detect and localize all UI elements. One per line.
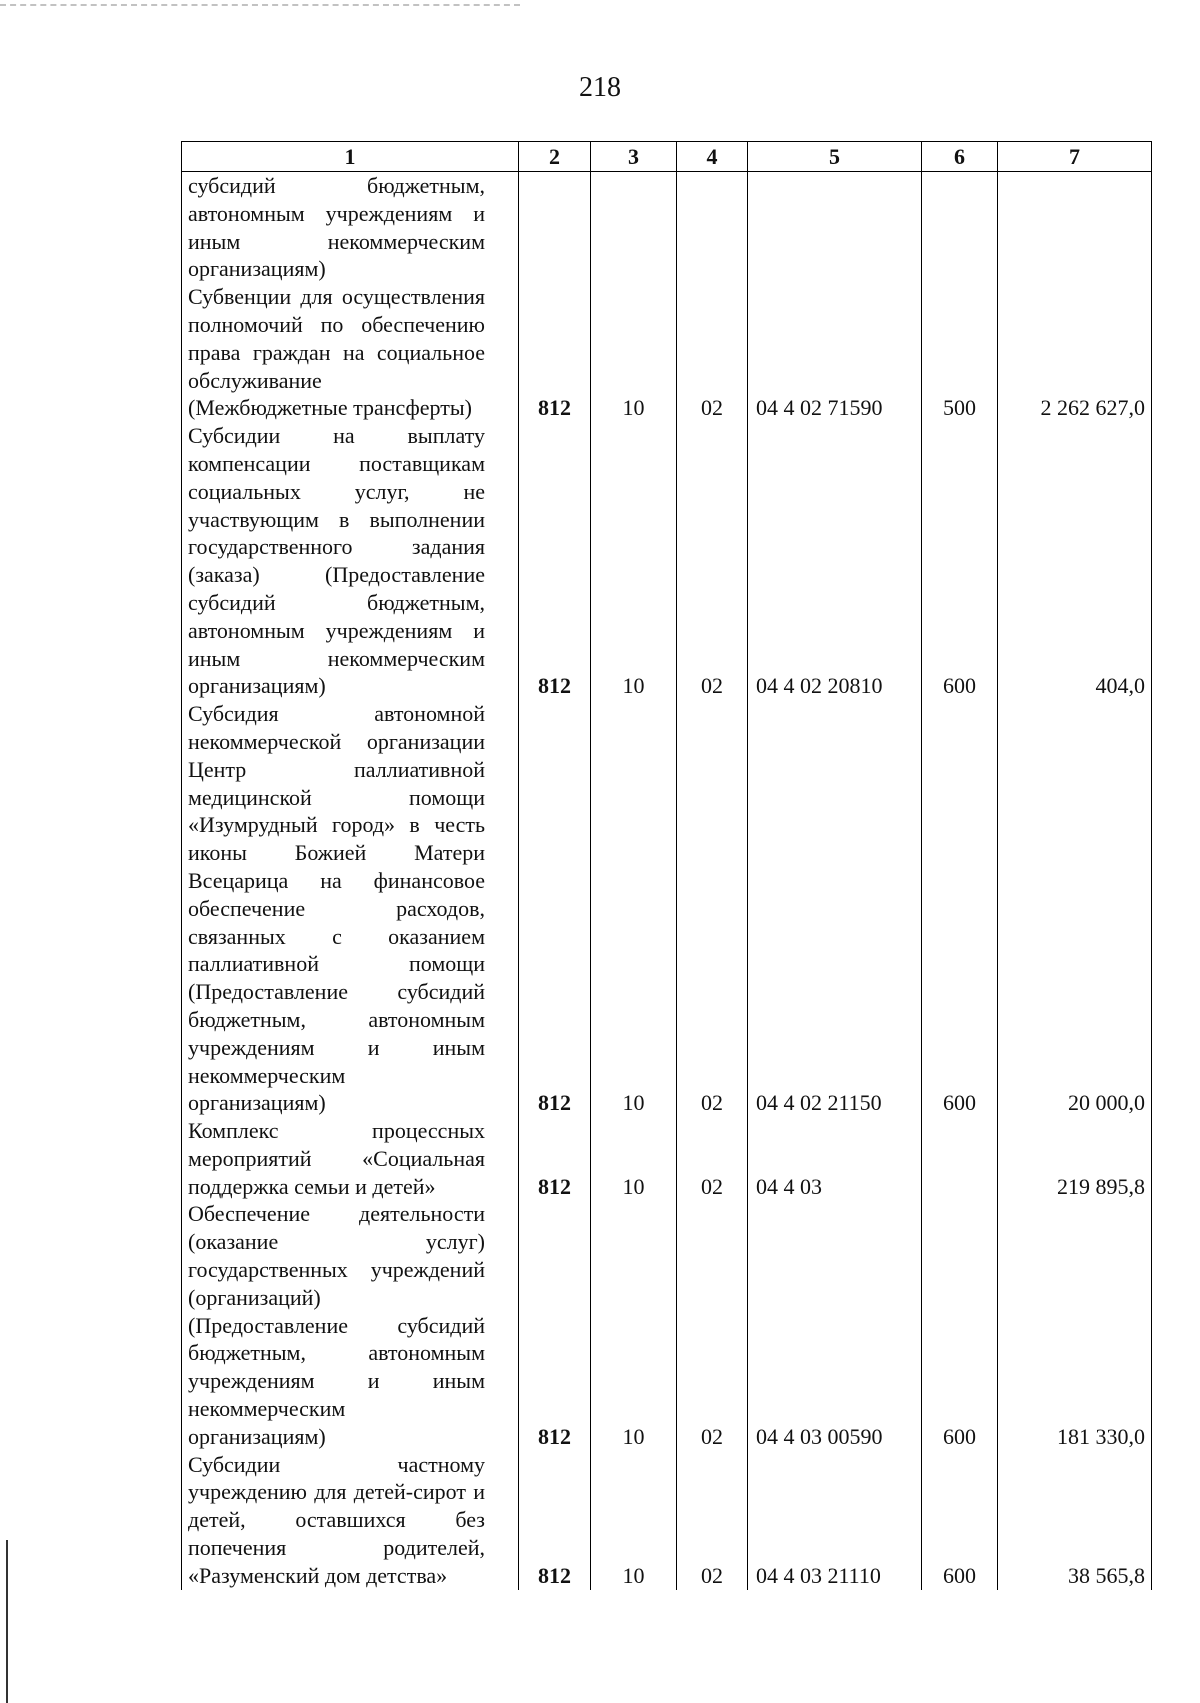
column-header: 1 xyxy=(182,142,519,172)
table-row xyxy=(182,283,1152,422)
vr-cell xyxy=(922,172,998,284)
column-header: 3 xyxy=(591,142,677,172)
scan-edge-line xyxy=(6,1540,8,1703)
vr-cell: 600 xyxy=(922,1200,998,1450)
item-name-cell xyxy=(182,172,519,284)
item-name-cell xyxy=(182,422,519,700)
csr-cell: 04 4 02 21150 xyxy=(748,700,922,1117)
rz-cell: 10 xyxy=(591,422,677,700)
table-row xyxy=(182,1200,1152,1450)
column-header: 5 xyxy=(748,142,922,172)
vr-cell: 500 xyxy=(922,283,998,422)
page-number: 218 xyxy=(579,72,621,103)
csr-cell: 04 4 03 xyxy=(748,1117,922,1200)
ved-cell: 812 xyxy=(519,283,591,422)
ved-cell xyxy=(519,172,591,284)
budget-table xyxy=(181,141,1152,1590)
table-row xyxy=(182,1117,1152,1200)
scan-edge-line xyxy=(0,4,520,6)
ved-cell: 812 xyxy=(519,422,591,700)
item-name-cell xyxy=(182,1200,519,1450)
table-row xyxy=(182,700,1152,1117)
column-header: 2 xyxy=(519,142,591,172)
pr-cell: 02 xyxy=(677,1117,748,1200)
pr-cell: 02 xyxy=(677,1200,748,1450)
item-name: Комплекс процессных мероприятий «Социальная поддержка семьи и детей» xyxy=(188,1118,485,1199)
rz-cell: 10 xyxy=(591,283,677,422)
item-name-cell xyxy=(182,283,519,422)
pr-cell: 02 xyxy=(677,283,748,422)
pr-cell: 02 xyxy=(677,422,748,700)
sum-cell: 2 262 627,0 xyxy=(998,283,1152,422)
vr-cell: 600 xyxy=(922,1451,998,1590)
ved-cell: 812 xyxy=(519,1451,591,1590)
column-header: 7 xyxy=(998,142,1152,172)
csr-cell: 04 4 03 21110 xyxy=(748,1451,922,1590)
vr-cell xyxy=(922,1117,998,1200)
rz-cell: 10 xyxy=(591,700,677,1117)
ved-cell: 812 xyxy=(519,1200,591,1450)
pr-cell xyxy=(677,172,748,284)
header-row xyxy=(182,142,1152,172)
item-name: Субсидии частному учреждению для детей-сирот и детей, оставшихся без попечения родителей, «Разуменский дом детства» xyxy=(188,1451,485,1588)
csr-cell xyxy=(748,172,922,284)
item-name-cell xyxy=(182,1451,519,1590)
item-name: Обеспечение деятельности (оказание услуг) государственных учреждений (организаций) (Предоставление субсидий бюджетным, автономным учреждениям и иным некоммерческим организациям) xyxy=(188,1201,485,1449)
item-name: Субсидии на выплату компенсации поставщикам социальных услуг, не участвующим в выполнении государственного задания (заказа) (Предоставление субсидий бюджетным, автономным учреждениям и иным некоммерческим организациям) xyxy=(188,423,485,699)
pr-cell: 02 xyxy=(677,1451,748,1590)
sum-cell: 181 330,0 xyxy=(998,1200,1152,1450)
item-name-cell xyxy=(182,1117,519,1200)
csr-cell: 04 4 03 00590 xyxy=(748,1200,922,1450)
column-header: 6 xyxy=(922,142,998,172)
item-name: субсидий бюджетным, автономным учреждениям и иным некоммерческим организациям) xyxy=(188,173,485,282)
vr-cell: 600 xyxy=(922,422,998,700)
sum-cell: 219 895,8 xyxy=(998,1117,1152,1200)
table-row xyxy=(182,1451,1152,1590)
item-name: Субсидия автономной некоммерческой организации Центр паллиативной медицинской помощи «Изумрудный город» в честь иконы Божией Матери Всецарица на финансовое обеспечение расходов, связанных с оказанием паллиативной помощи (Предоставление субсидий бюджетным, автономным учреждениям и иным некоммерческим организациям) xyxy=(188,701,485,1116)
rz-cell: 10 xyxy=(591,1117,677,1200)
vr-cell: 600 xyxy=(922,700,998,1117)
ved-cell: 812 xyxy=(519,700,591,1117)
rz-cell: 10 xyxy=(591,1451,677,1590)
sum-cell: 20 000,0 xyxy=(998,700,1152,1117)
csr-cell: 04 4 02 20810 xyxy=(748,422,922,700)
column-header: 4 xyxy=(677,142,748,172)
sum-cell: 404,0 xyxy=(998,422,1152,700)
table-row xyxy=(182,422,1152,700)
rz-cell: 10 xyxy=(591,1200,677,1450)
item-name-cell xyxy=(182,700,519,1117)
pr-cell: 02 xyxy=(677,700,748,1117)
sum-cell xyxy=(998,172,1152,284)
sum-cell: 38 565,8 xyxy=(998,1451,1152,1590)
csr-cell: 04 4 02 71590 xyxy=(748,283,922,422)
table-row xyxy=(182,172,1152,284)
ved-cell: 812 xyxy=(519,1117,591,1200)
rz-cell xyxy=(591,172,677,284)
item-name: Субвенции для осуществления полномочий по обеспечению права граждан на социальное обслуживание (Межбюджетные трансферты) xyxy=(188,284,485,421)
